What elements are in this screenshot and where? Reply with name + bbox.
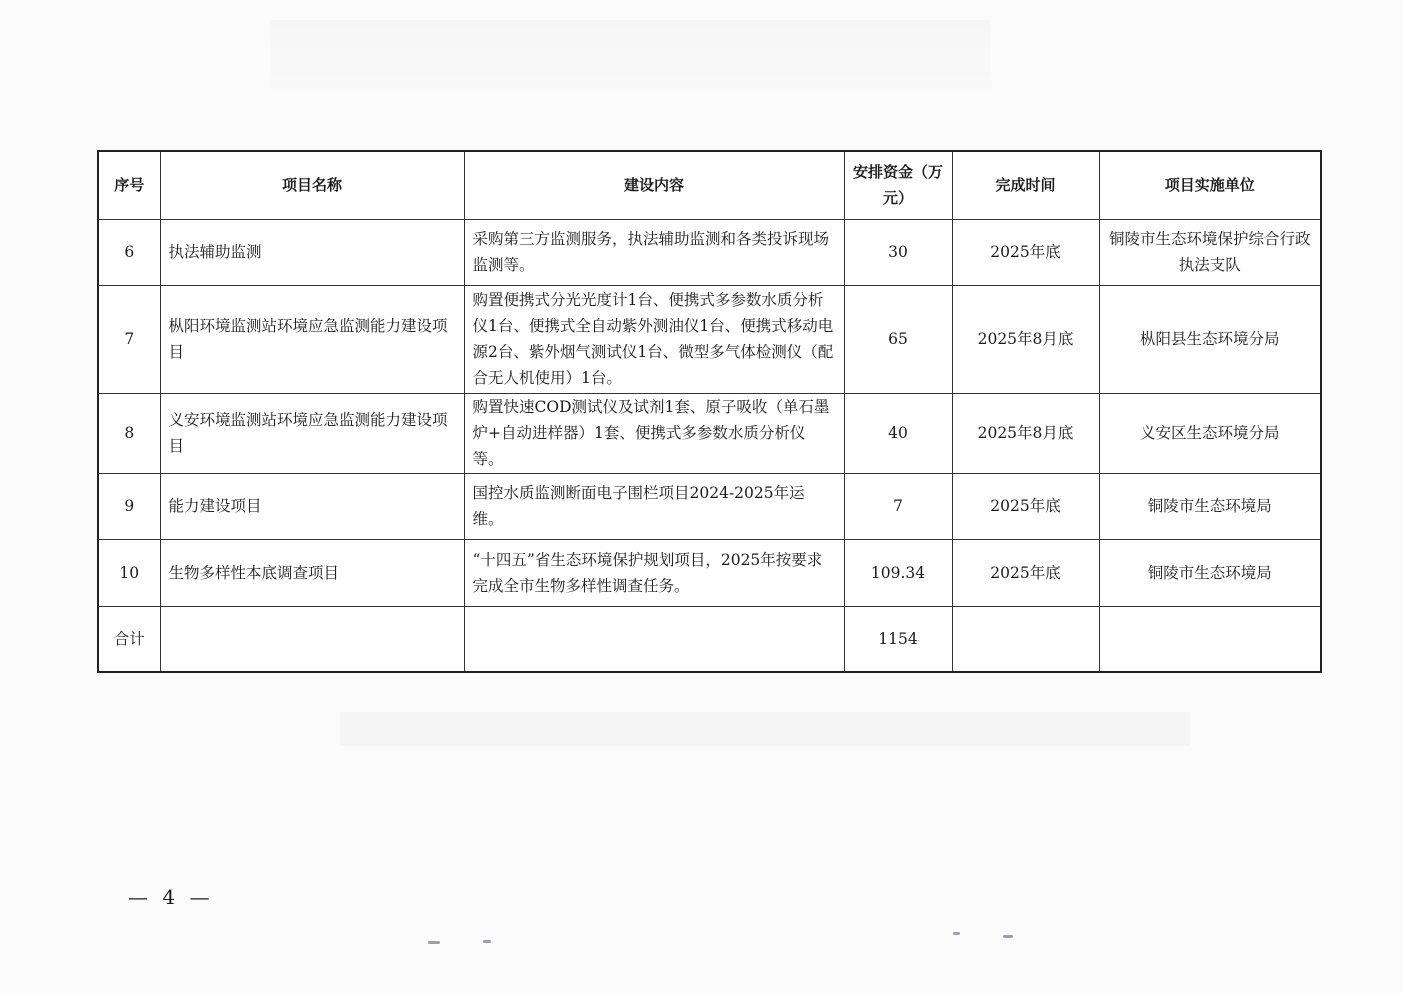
scan-speck	[1003, 935, 1013, 938]
row-time: 2025年8月底	[952, 393, 1099, 473]
row-time: 2025年8月底	[952, 285, 1099, 393]
table-row	[98, 285, 1321, 393]
table-row	[98, 473, 1321, 539]
row-content: 采购第三方监测服务，执法辅助监测和各类投诉现场监测等。	[464, 219, 844, 285]
total-empty-unit	[1099, 606, 1321, 672]
row-fund: 7	[844, 473, 952, 539]
header-time: 完成时间	[952, 151, 1099, 219]
header-no: 序号	[98, 151, 160, 219]
row-no: 6	[98, 219, 160, 285]
table-row	[98, 539, 1321, 606]
row-name: 能力建设项目	[160, 473, 464, 539]
total-row	[98, 606, 1321, 672]
total-empty-name	[160, 606, 464, 672]
table-row	[98, 219, 1321, 285]
bleed-through-text-bottom	[340, 712, 1190, 746]
row-unit: 铜陵市生态环境保护综合行政执法支队	[1099, 219, 1321, 285]
row-name: 生物多样性本底调查项目	[160, 539, 464, 606]
row-time: 2025年底	[952, 473, 1099, 539]
row-unit: 义安区生态环境分局	[1099, 393, 1321, 473]
row-content: “十四五”省生态环境保护规划项目，2025年按要求完成全市生物多样性调查任务。	[464, 539, 844, 606]
scan-speck	[428, 941, 440, 944]
row-fund: 65	[844, 285, 952, 393]
total-label: 合计	[98, 606, 160, 672]
scan-speck	[483, 940, 491, 943]
row-no: 7	[98, 285, 160, 393]
row-name: 枞阳环境监测站环境应急监测能力建设项目	[160, 285, 464, 393]
row-unit: 枞阳县生态环境分局	[1099, 285, 1321, 393]
total-fund: 1154	[844, 606, 952, 672]
row-content: 购置快速COD测试仪及试剂1套、原子吸收（单石墨炉+自动进样器）1套、便携式多参数水质分析仪等。	[464, 393, 844, 473]
table-row	[98, 393, 1321, 473]
row-name: 义安环境监测站环境应急监测能力建设项目	[160, 393, 464, 473]
row-fund: 109.34	[844, 539, 952, 606]
row-time: 2025年底	[952, 219, 1099, 285]
row-fund: 30	[844, 219, 952, 285]
row-no: 8	[98, 393, 160, 473]
row-fund: 40	[844, 393, 952, 473]
header-fund: 安排资金（万元）	[844, 151, 952, 219]
row-unit: 铜陵市生态环境局	[1099, 473, 1321, 539]
page-number: — 4 —	[128, 885, 214, 909]
row-time: 2025年底	[952, 539, 1099, 606]
scan-speck	[953, 932, 960, 935]
row-content: 购置便携式分光光度计1台、便携式多参数水质分析仪1台、便携式全自动紫外测油仪1台、便携式移动电源2台、紫外烟气测试仪1台、微型多气体检测仪（配合无人机使用）1台。	[464, 285, 844, 393]
row-unit: 铜陵市生态环境局	[1099, 539, 1321, 606]
total-empty-time	[952, 606, 1099, 672]
row-no: 9	[98, 473, 160, 539]
table-header-row	[98, 151, 1321, 219]
header-content: 建设内容	[464, 151, 844, 219]
total-empty-content	[464, 606, 844, 672]
header-name: 项目名称	[160, 151, 464, 219]
project-table	[97, 150, 1322, 673]
row-no: 10	[98, 539, 160, 606]
row-content: 国控水质监测断面电子围栏项目2024-2025年运维。	[464, 473, 844, 539]
row-name: 执法辅助监测	[160, 219, 464, 285]
bleed-through-text-top	[270, 20, 990, 90]
header-unit: 项目实施单位	[1099, 151, 1321, 219]
